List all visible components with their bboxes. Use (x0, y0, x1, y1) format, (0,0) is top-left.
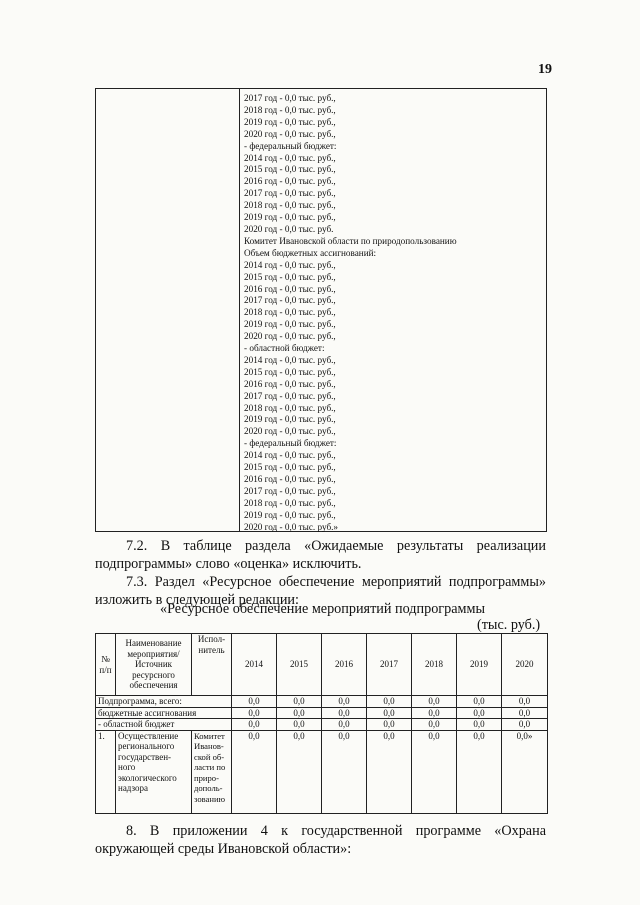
header-name: Наименование мероприятия/ Источник ресурсного обеспечения (116, 634, 192, 696)
funding-line: 2015 год - 0,0 тыс. руб., (244, 462, 336, 473)
cell-value: 0,0 (232, 696, 277, 708)
funding-line: 2017 год - 0,0 тыс. руб., (244, 295, 336, 306)
item-name: Осуществление регионального государствен- ного экологического надзора (116, 730, 192, 813)
cell-value: 0,0 (232, 707, 277, 719)
item-num: 1. (96, 730, 116, 813)
continuation-table (95, 88, 547, 532)
funding-line: 2018 год - 0,0 тыс. руб., (244, 307, 336, 318)
funding-line: 2020 год - 0,0 тыс. руб.» (244, 521, 339, 532)
cell-value: 0,0 (412, 719, 457, 731)
cell-value: 0,0 (277, 719, 322, 731)
cell-value: 0,0 (367, 730, 412, 813)
header-num: № п/п (96, 634, 116, 696)
cell-value: 0,0 (322, 730, 367, 813)
header-year: 2015 (277, 634, 322, 696)
units-label: (тыс. руб.) (477, 617, 541, 633)
row-label: - областной бюджет (96, 719, 232, 731)
para-7-2-line2: подпрограммы» слово «оценка» исключить. (95, 556, 362, 572)
funding-line: 2017 год - 0,0 тыс. руб., (244, 188, 336, 199)
cell-value: 0,0 (457, 696, 502, 708)
funding-line: Комитет Ивановской области по природопользованию (244, 235, 457, 246)
funding-line: 2019 год - 0,0 тыс. руб., (244, 414, 336, 425)
cell-value: 0,0 (322, 707, 367, 719)
funding-line: 2018 год - 0,0 тыс. руб., (244, 200, 336, 211)
funding-line: 2014 год - 0,0 тыс. руб., (244, 354, 336, 365)
funding-line: 2014 год - 0,0 тыс. руб., (244, 450, 336, 461)
cell-value: 0,0 (277, 696, 322, 708)
cell-value: 0,0» (502, 730, 548, 813)
cell-value: 0,0 (277, 730, 322, 813)
cell-value: 0,0 (502, 707, 548, 719)
funding-line: 2015 год - 0,0 тыс. руб., (244, 366, 336, 377)
cell-value: 0,0 (412, 730, 457, 813)
cell-value: 0,0 (232, 730, 277, 813)
funding-line: 2016 год - 0,0 тыс. руб., (244, 474, 336, 484)
table-row (96, 707, 548, 719)
column-divider (239, 89, 240, 531)
row-label: Подпрограмма, всего: (96, 696, 232, 708)
funding-line: 2016 год - 0,0 тыс. руб., (244, 176, 336, 187)
funding-line: 2020 год - 0,0 тыс. руб., (244, 331, 336, 342)
funding-line: Объем бюджетных ассигнований: (244, 247, 377, 258)
table-row (96, 719, 548, 731)
funding-line: 2020 год - 0,0 тыс. руб., (244, 128, 336, 139)
cell-value: 0,0 (367, 696, 412, 708)
funding-line: 2014 год - 0,0 тыс. руб., (244, 259, 336, 270)
table-row (96, 730, 548, 813)
cell-value: 0,0 (457, 730, 502, 813)
header-year: 2018 (412, 634, 457, 696)
cell-value: 0,0 (232, 719, 277, 731)
cell-value: 0,0 (502, 696, 548, 708)
funding-line: - федеральный бюджет: (244, 140, 337, 151)
funding-line: 2018 год - 0,0 тыс. руб., (244, 402, 336, 413)
cell-value: 0,0 (412, 696, 457, 708)
item-executor: Комитет Иванов- ской об- ласти по приро- дополь- зованию (192, 730, 232, 813)
funding-line: 2017 год - 0,0 тыс. руб., (244, 93, 336, 103)
cell-value: 0,0 (367, 707, 412, 719)
cell-value: 0,0 (277, 707, 322, 719)
funding-line: 2020 год - 0,0 тыс. руб., (244, 426, 336, 437)
cell-value: 0,0 (322, 696, 367, 708)
funding-line: 2018 год - 0,0 тыс. руб., (244, 497, 336, 508)
page-number: 19 (538, 62, 552, 77)
cell-value: 0,0 (322, 719, 367, 731)
cell-value: 0,0 (412, 707, 457, 719)
header-year: 2020 (502, 634, 548, 696)
header-year: 2019 (457, 634, 502, 696)
funding-line: 2019 год - 0,0 тыс. руб., (244, 212, 336, 223)
table-row (96, 696, 548, 708)
funding-line: - областной бюджет: (244, 343, 325, 354)
cell-value: 0,0 (502, 719, 548, 731)
funding-line: 2019 год - 0,0 тыс. руб., (244, 509, 336, 520)
cell-value: 0,0 (457, 707, 502, 719)
funding-line: 2016 год - 0,0 тыс. руб., (244, 378, 336, 389)
funding-line: 2017 год - 0,0 тыс. руб., (244, 485, 336, 496)
funding-line: 2019 год - 0,0 тыс. руб., (244, 116, 336, 127)
funding-line: - федеральный бюджет: (244, 438, 337, 449)
funding-line: 2015 год - 0,0 тыс. руб., (244, 271, 336, 282)
resource-table (95, 633, 548, 814)
funding-line: 2020 год - 0,0 тыс. руб. (244, 223, 334, 234)
funding-lines (244, 93, 457, 534)
cell-value: 0,0 (457, 719, 502, 731)
funding-line: 2019 год - 0,0 тыс. руб., (244, 319, 336, 330)
funding-line: 2017 год - 0,0 тыс. руб., (244, 390, 336, 401)
header-executor: Испол- нитель (192, 634, 232, 696)
header-year: 2014 (232, 634, 277, 696)
funding-line: 2015 год - 0,0 тыс. руб., (244, 164, 336, 175)
funding-line: 2016 год - 0,0 тыс. руб., (244, 283, 336, 294)
header-year: 2016 (322, 634, 367, 696)
header-year: 2017 (367, 634, 412, 696)
row-label: бюджетные ассигнования (96, 707, 232, 719)
para-8-line2: окружающей среды Ивановской области»: (95, 841, 352, 857)
table-title: «Ресурсное обеспечение мероприятий подпрограммы (160, 601, 485, 617)
para-7-2-line1: 7.2. В таблице раздела «Ожидаемые результаты реализации (126, 538, 546, 554)
para-8-line1: 8. В приложении 4 к государственной программе «Охрана (126, 823, 546, 839)
para-7-3-line1: 7.3. Раздел «Ресурсное обеспечение мероприятий подпрограммы» (126, 574, 546, 590)
funding-line: 2018 год - 0,0 тыс. руб., (244, 104, 336, 115)
funding-line: 2014 год - 0,0 тыс. руб., (244, 152, 336, 163)
cell-value: 0,0 (367, 719, 412, 731)
para-7-3-line2: изложить в следующей редакции: (95, 592, 299, 608)
